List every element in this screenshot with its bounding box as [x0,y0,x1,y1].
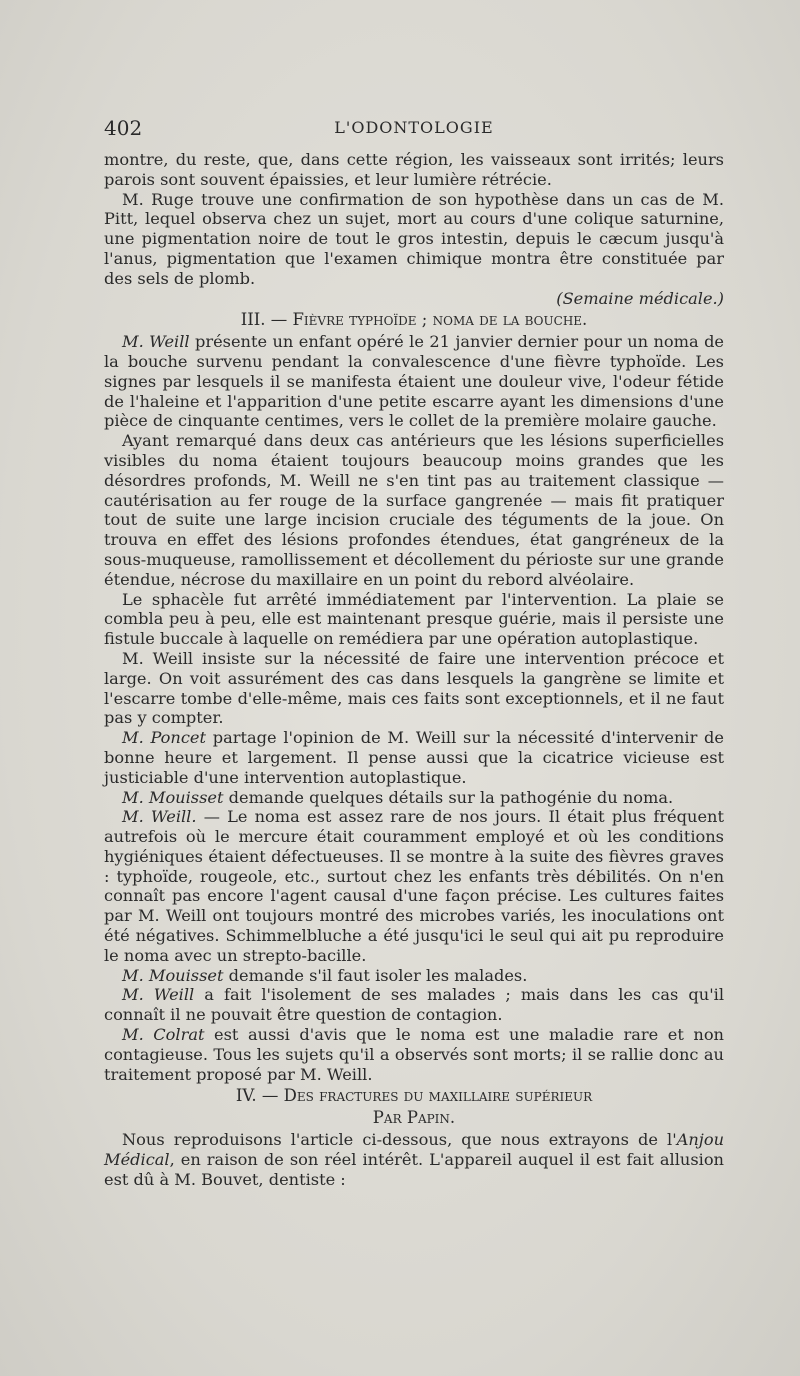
paragraph: Le sphacèle fut arrêté immédiatement par l'intervention. La plaie se combla peu à peu, elle est maintenant presque guérie, mais il persiste une fistule buccale à laquelle on remédiera par une opération autoplastique. [104,589,724,649]
speaker-name: M. Mouisset [122,965,224,985]
paragraph-text: demande s'il faut isoler les malades. [223,965,528,985]
paragraph [104,332,724,431]
speaker-name: M. Weill. [122,807,197,827]
journal-title: Anjou Médical [104,1130,724,1169]
paragraph [104,728,724,787]
page-number: 402 [104,116,143,140]
paragraph: montre, du reste, que, dans cette région, les vaisseaux sont irrités; leurs parois sont souvent épaissies, et leur lumière rétrécie. [104,150,724,189]
paragraph-text: , en raison de son réel intérêt. L'appareil auquel il est fait allusion est dû à M. Bouvet, dentiste : [104,1149,724,1189]
speaker-name: M. Weill [122,985,195,1005]
section-heading: IV. — Des fractures du maxillaire supérieur [235,1086,593,1106]
paragraph [104,1025,724,1084]
speaker-name: M. Colrat [122,1025,205,1045]
paragraph [104,966,724,986]
paragraph [104,788,724,808]
paragraph-text: présente un enfant opéré le 21 janvier dernier pour un noma de la bouche survenu pendant la convalescence d'une fièvre typhoïde. Les signes par lesquels il se manifesta étaient une douleur vive, l'odeur fétide de l'haleine et l'apparition d'une petite escarre ayant les dimensions d'une pièce de cinquante centimes, vers le collet de la première molaire gauche. [104,332,725,431]
paragraph [104,807,724,965]
paragraph-text: Nous reproduisons l'article ci-dessous, que nous extrayons de l' [122,1130,677,1150]
paragraph-text: — Le noma est assez rare de nos jours. Il était plus fréquent autrefois où le mercure était couramment employé et où les conditions hygiéniques étaient défectueuses. Il se montre à la suite des fièvres graves : typhoïde, rougeole, etc., surtout chez les enfants très débilités. On n'en connaît pas encore l'agent causal d'une façon précise. Les cultures faites par M. Weill ont toujours montré des microbes variés, les inoculations ont été négatives. Schimmelbluche a été jusqu'ici le seul qui ait pu reproduire le noma avec un strepto-bacille. [104,807,724,965]
paragraph-text: est aussi d'avis que le noma est une maladie rare et non contagieuse. Tous les sujets qu'il a observés sont morts; il se rallie donc au traitement proposé par M. Weill. [104,1025,724,1084]
paragraph [104,1130,724,1189]
body-text [104,150,724,1189]
paragraph: M. Ruge trouve une confirmation de son hypothèse dans un cas de M. Pitt, lequel observa chez un sujet, mort au cours d'une colique saturnine, une pigmentation noire de tout le gros intestin, depuis le cæcum jusqu'à l'anus, pigmentation que l'examen chimique montra être constituée par des sels de plomb. [104,189,724,288]
paragraph: Ayant remarqué dans deux cas antérieurs que les lésions superficielles visibles du noma étaient toujours beaucoup moins grandes que les désordres profonds, M. Weill ne s'en tint pas au traitement classique — cautérisation au fer rouge de la surface gangrenée — mais fit pratiquer tout de suite une large incision cruciale des téguments de la joue. On trouva en effet des lésions profondes étendues, état gangréneux de la sous-muqueuse, ramollissement et décollement du périoste sur une grande étendue, nécrose du maxillaire en un point du rebord alvéolaire. [104,431,724,589]
paragraph: M. Weill insiste sur la nécessité de faire une intervention précoce et large. On voit assurément des cas dans lesquels la gangrène se limite et l'escarre tombe d'elle-même, mais ces faits sont exceptionnels, et il ne faut pas y compter. [104,648,724,728]
paragraph-text: demande quelques détails sur la pathogénie du noma. [223,787,674,807]
running-title: L'ODONTOLOGIE [334,118,494,137]
speaker-name: M. Weill [122,332,190,352]
speaker-name: M. Mouisset [122,787,224,807]
paragraph-text: a fait l'isolement de ses malades ; mais dans les cas qu'il connaît il ne pouvait être question de contagion. [104,985,724,1025]
source-citation: (Semaine médicale.) [556,288,724,308]
paragraph-text: partage l'opinion de M. Weill sur la nécessité d'intervenir de bonne heure et largement. Il pense aussi que la cicatrice vicieuse est justiciable d'une intervention autoplastique. [104,728,724,787]
section-heading: III. — Fièvre typhoïde ; noma de la bouche. [240,310,588,330]
paragraph [104,985,724,1025]
speaker-name: M. Poncet [122,728,207,748]
byline: Par Papin. [372,1108,456,1128]
page-header [104,116,724,140]
